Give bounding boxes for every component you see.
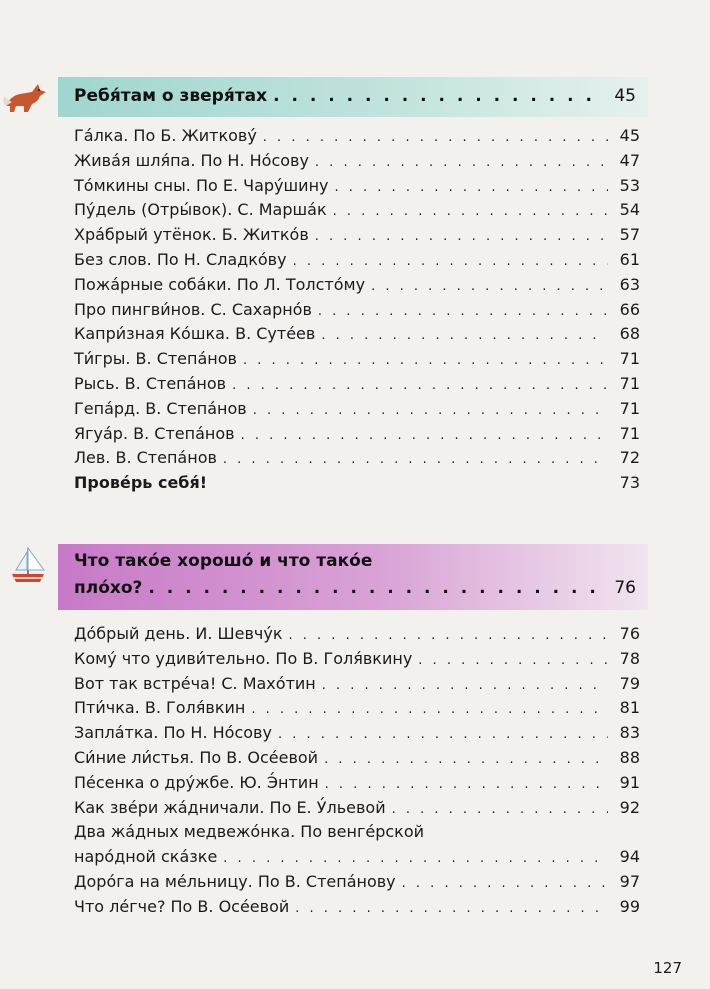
toc-list-good-bad [74,624,640,922]
toc-entry: Без слов. По Н. Сладко́ву . . . 61 [74,250,640,275]
section-header-animals [58,77,648,117]
toc-entry: Рысь. В. Степа́нов . . . 71 [74,374,640,399]
toc-entry: Ти́гры. В. Степа́нов . . . 71 [74,349,640,374]
sailboat-icon [8,544,48,586]
page-number: 127 [653,959,682,977]
toc-entry-check-yourself: Прове́рь себя́! 73 [74,473,640,493]
section-page: 76 [614,578,636,598]
toc-entry-line1: Два жа́дных медвежо́нка. По венге́рской [74,822,424,842]
toc-entry: Вот так встре́ча! С. Махо́тин . . . 79 [74,674,640,699]
leader-dots [148,578,604,598]
toc-entry: До́брый день. И. Шевчу́к . . . 76 [74,624,640,649]
toc-entry: Доро́га на ме́льницу. По В. Степа́нову . . . 97 [74,872,640,897]
toc-entry: Си́ние ли́стья. По В. Осе́евой . . . 88 [74,748,640,773]
fox-icon [2,76,48,114]
toc-entry: Жива́я шля́па. По Н. Но́сову . . . 47 [74,151,640,176]
toc-entry: Про пингви́нов. С. Сахарно́в . . . 66 [74,300,640,325]
toc-entry: Гепа́рд. В. Степа́нов . . . 71 [74,399,640,424]
section-title: Ребя́там о звеpя́тах [74,86,268,106]
leader-dots [273,86,604,106]
toc-entry: Пе́сенка о дру́жбе. Ю. Э́нтин . . . 91 [74,773,640,798]
section-header-good-bad [58,544,648,610]
toc-entry: Га́лка. По Б. Житкову́ . . . 45 [74,126,640,151]
toc-entry: Капри́зная Ко́шка. В. Суте́ев . . . 68 [74,324,640,349]
section-page: 45 [614,86,636,106]
toc-list-animals [74,126,640,498]
toc-entry: Пу́дель (Отры́вок). С. Марша́к . . . 54 [74,200,640,225]
section-title-line1: Что тако́е хорошо́ и что тако́е [74,551,373,571]
toc-entry: Ягуа́р. В. Степа́нов . . . 71 [74,424,640,449]
toc-entry: Как звéри жа́дничали. По Е. У́льевой . . . 92 [74,798,640,823]
toc-entry: То́мкины сны. По Е. Чару́шину . . . 53 [74,176,640,201]
toc-entry: Лев. В. Степа́нов . . . 72 [74,448,640,473]
toc-entry: Запла́тка. По Н. Но́сову . . . 83 [74,723,640,748]
toc-entry: Кому́ что удиви́тельно. По В. Голя́вкину . . . 78 [74,649,640,674]
toc-entry-line2: наро́дной ска́зке . . . 94 [74,847,640,872]
section-title-line2: пло́хо? [74,578,143,598]
toc-entry: Что ле́гче? По В. Осе́евой . . . 99 [74,897,640,922]
toc-entry: Пти́чка. В. Голя́вкин . . . 81 [74,698,640,723]
toc-entry: Пожа́рные соба́ки. По Л. Толсто́му . . . 63 [74,275,640,300]
toc-entry: Хра́брый утёнок. Б. Житко́в . . . 57 [74,225,640,250]
